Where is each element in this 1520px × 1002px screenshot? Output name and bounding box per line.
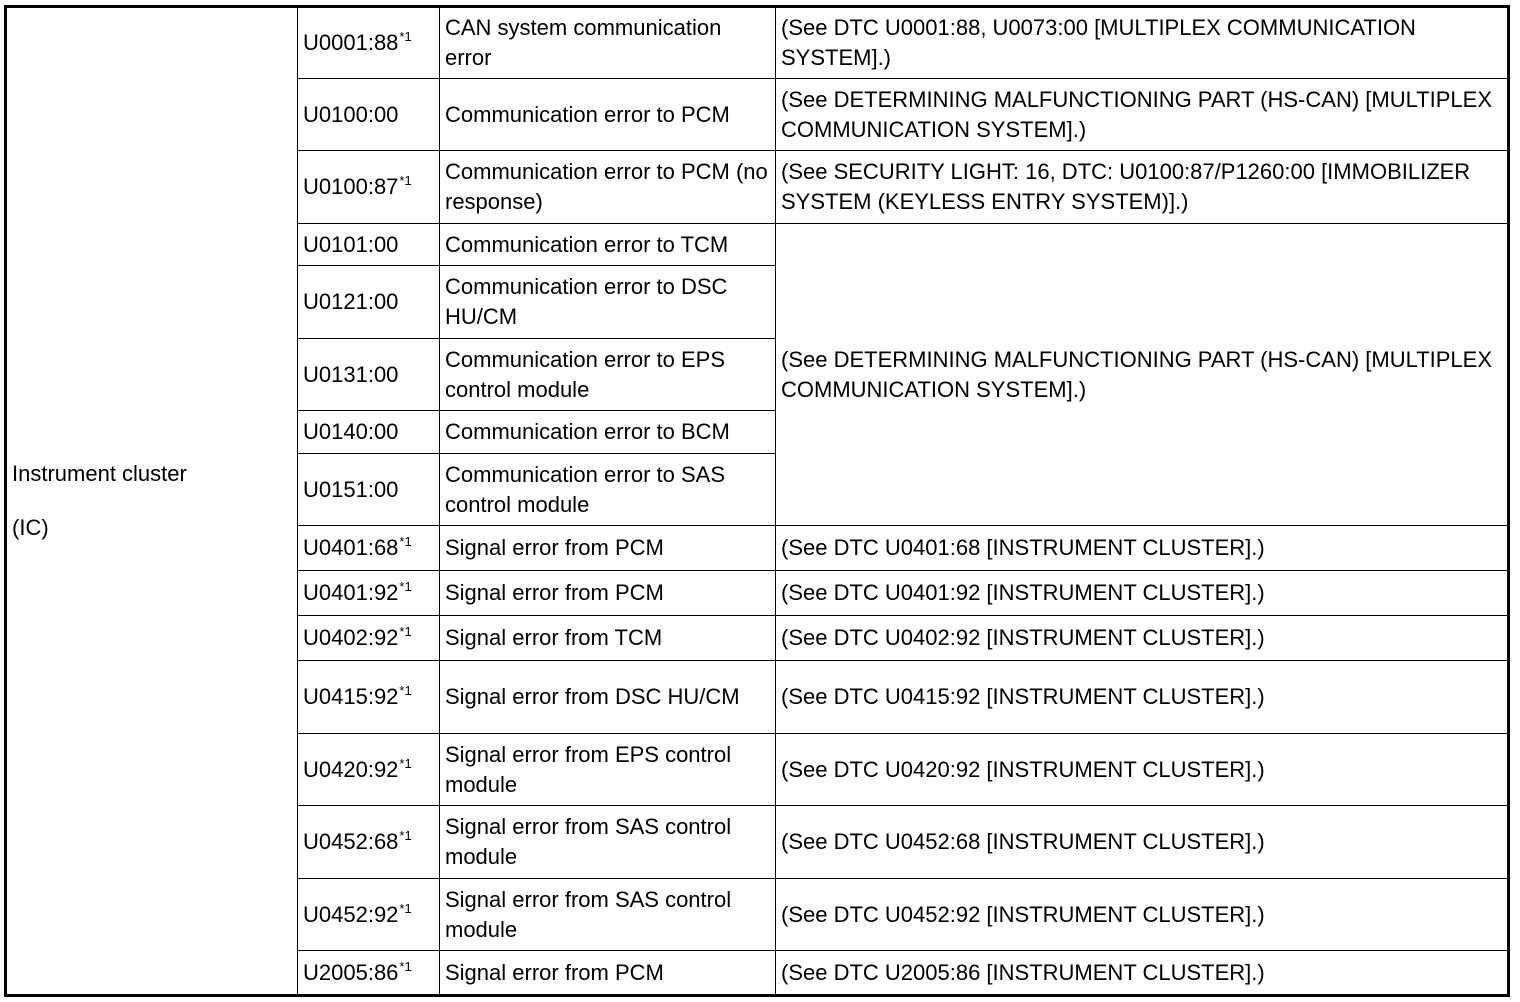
dtc-condition: Communication error to TCM [440, 224, 776, 266]
dtc-code: U0452:92$^{*1}$ [298, 879, 440, 951]
dtc-action: (See DTC U0452:68 [INSTRUMENT CLUSTER].) [776, 806, 1509, 879]
dtc-condition: Signal error from PCM [440, 951, 776, 996]
footnote-marker: *1 [399, 173, 412, 188]
dtc-condition: Signal error from DSC HU/CM [440, 661, 776, 734]
dtc-action: (See DETERMINING MALFUNCTIONING PART (HS-CAN) [MULTIPLEX COMMUNICATION SYSTEM].) [776, 79, 1509, 151]
footnote-marker: *1 [399, 534, 412, 549]
footnote-marker: *1 [399, 29, 412, 44]
footnote-marker: *1 [399, 958, 412, 974]
dtc-action: (See DTC U0401:92 [INSTRUMENT CLUSTER].) [776, 571, 1509, 616]
footnote-marker: *1 [399, 755, 412, 771]
dtc-condition: Signal error from PCM [440, 526, 776, 571]
dtc-condition: Signal error from SAS control module [440, 806, 776, 879]
footnote-marker: *1 [399, 683, 412, 698]
dtc-code: U0101:00 [298, 224, 440, 266]
dtc-condition: Communication error to PCM [440, 79, 776, 151]
dtc-code: U0415:92$^{*1}$ [298, 661, 440, 734]
dtc-condition: Signal error from TCM [440, 616, 776, 661]
dtc-table [4, 5, 1510, 997]
dtc-code: U0151:00 [298, 454, 440, 526]
dtc-code: U0100:00 [298, 79, 440, 151]
dtc-code: U0420:92$^{*1}$ [298, 734, 440, 806]
footnote-marker: *1 [399, 579, 412, 594]
dtc-action: (See DTC U0452:92 [INSTRUMENT CLUSTER].) [776, 879, 1509, 951]
dtc-condition: Communication error to PCM (no response) [440, 151, 776, 224]
footnote-marker: *1 [399, 624, 412, 639]
dtc-code: U0452:68$^{*1}$ [298, 806, 440, 879]
dtc-code: U0131:00 [298, 339, 440, 411]
module-cell [6, 7, 298, 996]
dtc-code: U0402:92$^{*1}$ [298, 616, 440, 661]
dtc-condition: Signal error from PCM [440, 571, 776, 616]
dtc-code: U0401:68$^{*1}$ [298, 526, 440, 571]
dtc-action: (See DTC U0401:68 [INSTRUMENT CLUSTER].) [776, 526, 1509, 571]
dtc-action: (See DTC U0420:92 [INSTRUMENT CLUSTER].) [776, 734, 1509, 806]
dtc-action: (See DTC U0402:92 [INSTRUMENT CLUSTER].) [776, 616, 1509, 661]
dtc-condition: Communication error to DSC HU/CM [440, 266, 776, 339]
dtc-action: (See DTC U0001:88, U0073:00 [MULTIPLEX COMMUNICATION SYSTEM].) [776, 7, 1509, 79]
table-row [6, 7, 1509, 79]
dtc-condition: Communication error to EPS control module [440, 339, 776, 411]
dtc-condition: CAN system communication error [440, 7, 776, 79]
dtc-condition: Communication error to SAS control module [440, 454, 776, 526]
dtc-code: U0401:92$^{*1}$ [298, 571, 440, 616]
dtc-condition: Communication error to BCM [440, 411, 776, 454]
dtc-code: U0001:88$^{*1}$ [298, 7, 440, 79]
footnote-marker: *1 [399, 900, 412, 916]
footnote-marker: *1 [399, 828, 412, 843]
dtc-action-shared: (See DETERMINING MALFUNCTIONING PART (HS-CAN) [MULTIPLEX COMMUNICATION SYSTEM].) [776, 224, 1509, 526]
dtc-action: (See DTC U0415:92 [INSTRUMENT CLUSTER].) [776, 661, 1509, 734]
dtc-action: (See DTC U2005:86 [INSTRUMENT CLUSTER].) [776, 951, 1509, 996]
dtc-code: U0140:00 [298, 411, 440, 454]
dtc-code: U0100:87$^{*1}$ [298, 151, 440, 224]
module-name: Instrument cluster [12, 461, 187, 486]
dtc-condition: Signal error from SAS control module [440, 879, 776, 951]
dtc-action: (See SECURITY LIGHT: 16, DTC: U0100:87/P1260:00 [IMMOBILIZER SYSTEM (KEYLESS ENTRY SYSTEM)].) [776, 151, 1509, 224]
dtc-code: U2005:86$^{*1}$ [298, 951, 440, 996]
module-abbreviation: (IC) [12, 515, 49, 540]
dtc-condition: Signal error from EPS control module [440, 734, 776, 806]
dtc-code: U0121:00 [298, 266, 440, 339]
